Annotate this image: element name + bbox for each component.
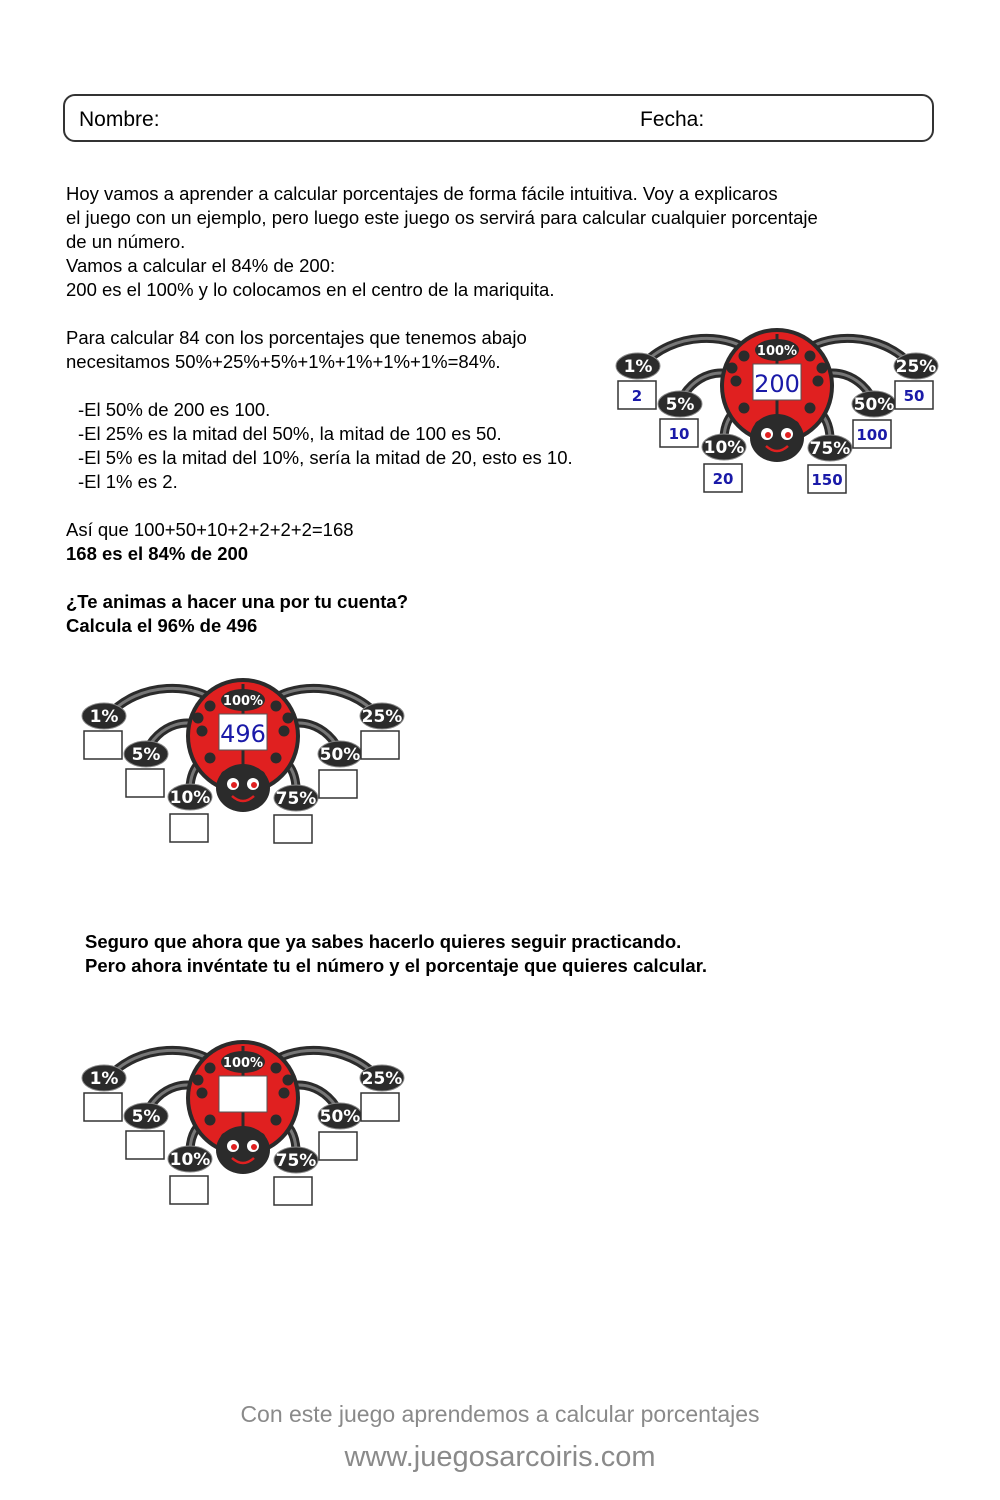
- intro-text: [66, 182, 818, 302]
- intro-line: Hoy vamos a aprender a calcular porcentajes de forma fácile intuitiva. Voy a explicaros: [66, 183, 778, 204]
- header-box: [63, 94, 934, 142]
- date-label: Fecha:: [640, 108, 705, 131]
- intro-line: Vamos a calcular el 84% de 200:: [66, 255, 336, 276]
- percent-label-p10: 10%: [169, 1150, 211, 1170]
- explanation-line: necesitamos 50%+25%+5%+1%+1%+1%+1%=84%.: [66, 351, 501, 372]
- step-line: -El 5% es la mitad del 10%, sería la mitad de 20, esto es 10.: [78, 447, 573, 468]
- step-line: -El 25% es la mitad del 50%, la mitad de 100 es 50.: [78, 423, 502, 444]
- name-label: Nombre:: [79, 108, 160, 131]
- footer-website: www.juegosarcoiris.com: [344, 1441, 656, 1473]
- step-line: -El 50% de 200 es 100.: [78, 399, 271, 420]
- percent-label-p50: 50%: [853, 395, 895, 415]
- percent-label-p5: 5%: [131, 1107, 161, 1127]
- percent-label-p1: 1%: [623, 357, 653, 377]
- intro-line: 200 es el 100% y lo colocamos en el centro de la mariquita.: [66, 279, 555, 300]
- sum-line: Así que 100+50+10+2+2+2+2=168: [66, 519, 354, 540]
- practice-line: Pero ahora invéntate tu el número y el porcentaje que quieres calcular.: [85, 955, 708, 976]
- answer-value-p25: 50: [903, 387, 925, 405]
- challenge-question: ¿Te animas a hacer una por tu cuenta?: [66, 591, 408, 612]
- ladybug-blank: [78, 1038, 408, 1210]
- challenge-task: Calcula el 96% de 496: [66, 615, 258, 636]
- percent-label-p10: 10%: [169, 788, 211, 808]
- center-percent-label: 100%: [756, 344, 798, 359]
- percent-label-p50: 50%: [319, 745, 361, 765]
- percent-label-p25: 25%: [361, 1069, 403, 1089]
- footer-tagline: Con este juego aprendemos a calcular porcentajes: [240, 1401, 760, 1427]
- percent-label-p75: 75%: [275, 789, 317, 809]
- ladybug-figure: [612, 326, 942, 498]
- percent-label-p5: 5%: [131, 745, 161, 765]
- center-value: 200: [754, 370, 800, 398]
- ladybug-exercise: [78, 676, 408, 848]
- intro-line: de un número.: [66, 231, 186, 252]
- percent-label-p50: 50%: [319, 1107, 361, 1127]
- percent-label-p75: 75%: [809, 439, 851, 459]
- percent-label-p1: 1%: [89, 707, 119, 727]
- answer-value-p1: 2: [631, 387, 643, 405]
- explanation-line: Para calcular 84 con los porcentajes que tenemos abajo: [66, 327, 527, 348]
- percent-label-p25: 25%: [895, 357, 937, 377]
- percent-label-p1: 1%: [89, 1069, 119, 1089]
- result-line: 168 es el 84% de 200: [66, 543, 249, 564]
- center-value: 496: [220, 720, 266, 748]
- ladybug-figure: [78, 1038, 408, 1210]
- center-percent-label: 100%: [222, 694, 264, 709]
- percent-label-p25: 25%: [361, 707, 403, 727]
- answer-value-p10: 20: [712, 470, 734, 488]
- ladybug-example: [612, 326, 942, 498]
- center-percent-label: 100%: [222, 1056, 264, 1071]
- answer-value-p75: 150: [811, 471, 843, 489]
- answer-value-p5: 10: [668, 425, 690, 443]
- answer-value-p50: 100: [856, 426, 888, 444]
- step-line: -El 1% es 2.: [78, 471, 178, 492]
- percent-label-p75: 75%: [275, 1151, 317, 1171]
- practice-line: Seguro que ahora que ya sabes hacerlo quieres seguir practicando.: [85, 931, 682, 952]
- ladybug-figure: [78, 676, 408, 848]
- percent-label-p5: 5%: [665, 395, 695, 415]
- intro-line: el juego con un ejemplo, pero luego este juego os servirá para calcular cualquier porcentaje: [66, 207, 818, 228]
- percent-label-p10: 10%: [703, 438, 745, 458]
- practice-text: [85, 930, 707, 978]
- explanation-text: [66, 326, 573, 638]
